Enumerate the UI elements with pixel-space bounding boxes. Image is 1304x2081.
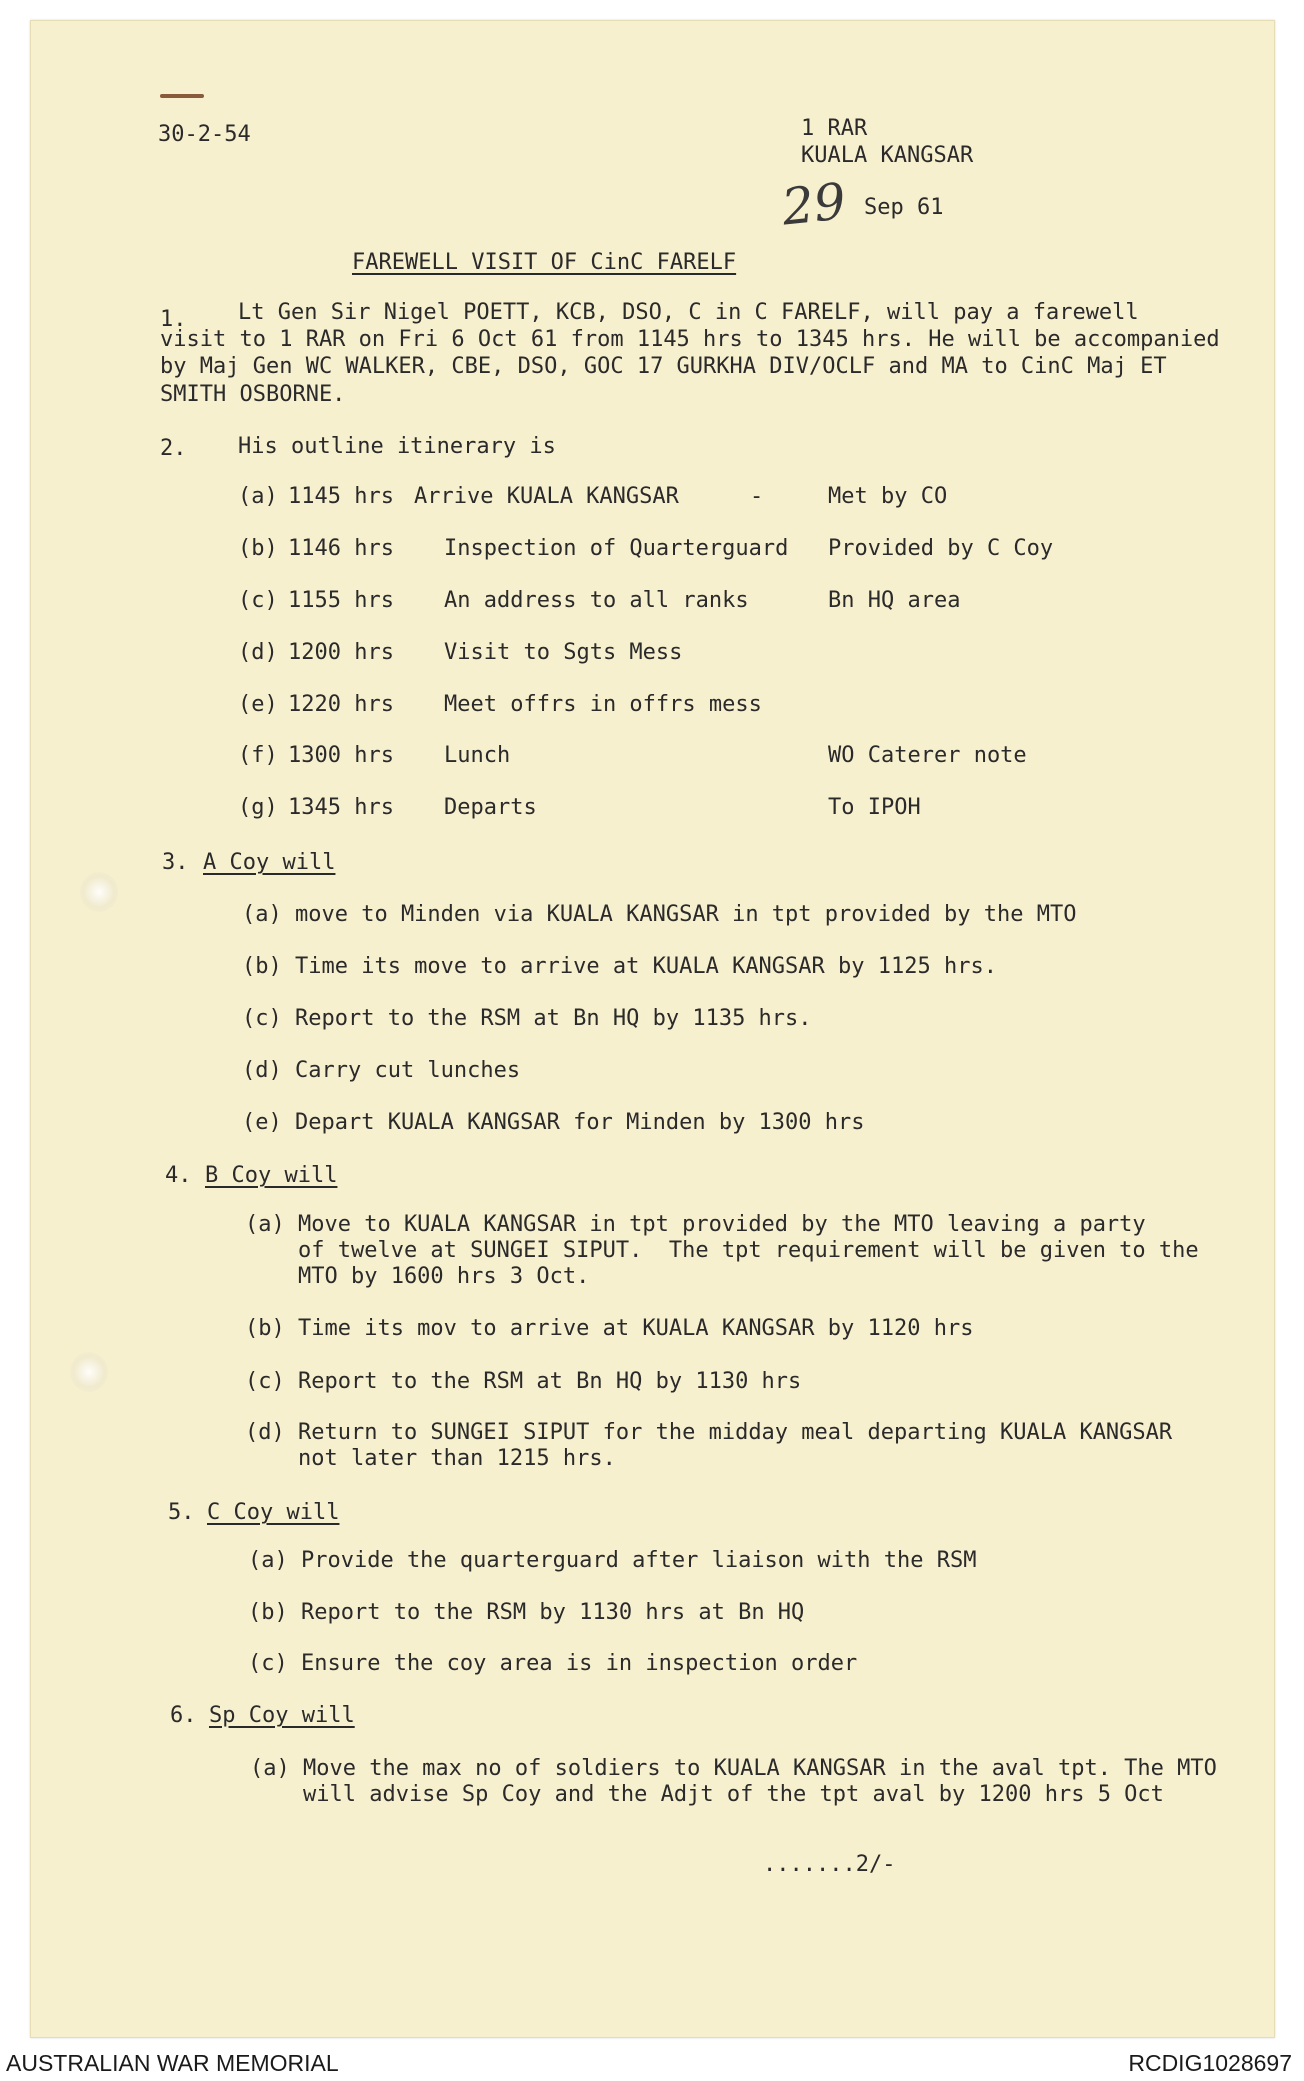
itinerary-time: 1345 hrs [288,795,394,820]
para1-line: by Maj Gen WC WALKER, CBE, DSO, GOC 17 GURKHA DIV/OCLF and MA to CinC Maj ET [160,354,1167,379]
itinerary-letter: (g) [238,795,278,820]
document-title: FAREWELL VISIT OF CinC FARELF [352,250,737,275]
itinerary-time: 1200 hrs [288,640,394,665]
unit-name: 1 RAR [801,116,868,141]
archive-credit: AUSTRALIAN WAR MEMORIAL [6,2050,339,2076]
handwritten-day: 29 [779,172,849,237]
itinerary-letter: (d) [238,640,278,665]
page-continuation: .......2/- [763,1852,896,1877]
itinerary-event: Lunch [444,743,511,768]
itinerary-note: Bn HQ area [828,588,961,613]
list-item: will advise Sp Coy and the Adjt of the tpt aval by 1200 hrs 5 Oct [250,1782,1164,1807]
para1-line: visit to 1 RAR on Fri 6 Oct 61 from 1145 hrs to 1345 hrs. He will be accompanied [160,327,1220,352]
list-item: (d) Carry cut lunches [242,1058,521,1083]
itinerary-event: Visit to Sgts Mess [444,640,683,665]
para-number: 6. [170,1703,197,1728]
itinerary-letter: (e) [238,692,278,717]
list-item: (c) Report to the RSM at Bn HQ by 1135 hrs. [242,1006,812,1031]
itinerary-time: 1155 hrs [288,588,394,613]
itinerary-time: 1145 hrs [288,484,394,509]
unit-location: KUALA KANGSAR [801,143,974,168]
list-item: (c) Report to the RSM at Bn HQ by 1130 hrs [245,1369,802,1394]
itinerary-time: 1300 hrs [288,743,394,768]
list-item: (a) Provide the quarterguard after liaison with the RSM [248,1548,977,1573]
para-heading: A Coy will [203,850,336,875]
archive-id: RCDIG1028697 [1128,2050,1292,2076]
date-month: Sep 61 [864,195,944,220]
para-heading: C Coy will [207,1500,340,1525]
para1-line: SMITH OSBORNE. [160,382,346,407]
list-item: (c) Ensure the coy area is in inspection order [248,1651,858,1676]
para1-line: Lt Gen Sir Nigel POETT, KCB, DSO, C in C FARELF, will pay a farewell [238,300,1139,325]
itinerary-note: Met by CO [828,484,948,509]
list-item: MTO by 1600 hrs 3 Oct. [245,1264,590,1289]
para-number: 5. [168,1500,195,1525]
list-item: of twelve at SUNGEI SIPUT. The tpt requirement will be given to the [245,1238,1199,1263]
paper-mark [160,94,204,98]
list-item: (b) Time its mov to arrive at KUALA KANGSAR by 1120 hrs [245,1316,974,1341]
itinerary-letter: (a) [238,484,278,509]
para-heading: B Coy will [205,1163,338,1188]
para-number: 3. [162,850,189,875]
itinerary-note: To IPOH [828,795,921,820]
list-item: (b) Time its move to arrive at KUALA KANGSAR by 1125 hrs. [242,954,997,979]
itinerary-event: Inspection of Quarterguard [444,536,789,561]
itinerary-note: WO Caterer note [828,743,1027,768]
para-number: 1. [160,307,187,332]
itinerary-intro: His outline itinerary is [238,434,556,459]
itinerary-time: 1146 hrs [288,536,394,561]
itinerary-letter: (f) [238,743,278,768]
itinerary-event: An address to all ranks [444,588,749,613]
list-item: (d) Return to SUNGEI SIPUT for the midday meal departing KUALA KANGSAR [245,1420,1173,1445]
paper-blemish [70,1352,108,1392]
itinerary-letter: (c) [238,588,278,613]
itinerary-event: Arrive KUALA KANGSAR [414,484,679,509]
para-heading: Sp Coy will [209,1703,355,1728]
itinerary-note: Provided by C Coy [828,536,1054,561]
list-item: (a) Move the max no of soldiers to KUALA KANGSAR in the aval tpt. The MTO [250,1756,1217,1781]
itinerary-letter: (b) [238,536,278,561]
itinerary-time: 1220 hrs [288,692,394,717]
paper-blemish [80,872,118,912]
list-item: (e) Depart KUALA KANGSAR for Minden by 1300 hrs [242,1110,865,1135]
para-number: 4. [165,1163,192,1188]
para-number: 2. [160,436,187,461]
list-item: (b) Report to the RSM by 1130 hrs at Bn HQ [248,1600,805,1625]
list-item: (a) Move to KUALA KANGSAR in tpt provided by the MTO leaving a party [245,1212,1146,1237]
itinerary-dash: - [750,484,764,509]
itinerary-event: Meet offrs in offrs mess [444,692,762,717]
list-item: (a) move to Minden via KUALA KANGSAR in tpt provided by the MTO [242,902,1077,927]
itinerary-event: Departs [444,795,537,820]
document-reference: 30-2-54 [158,122,251,147]
list-item: not later than 1215 hrs. [245,1446,616,1471]
